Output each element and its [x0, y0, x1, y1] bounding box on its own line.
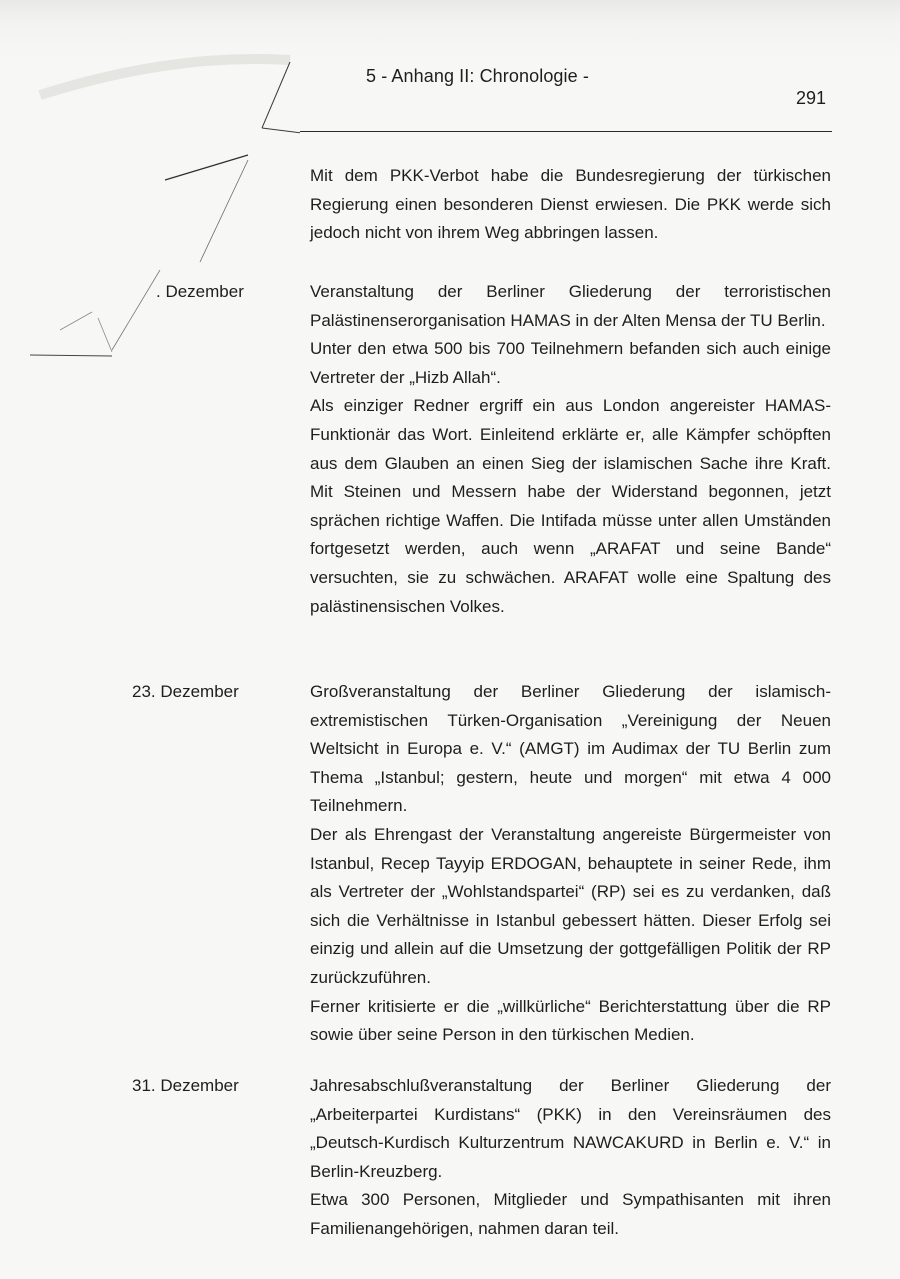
entry-date: 23. Dezember	[132, 682, 239, 701]
entry-body	[310, 1072, 831, 1244]
entry-paragraph: Mit dem PKK-Verbot habe die Bundesregierung der türkischen Regierung einen besonderen Dienst erwiesen. Die PKK werde sich jedoch nicht von ihrem Weg abbringen lassen.	[310, 166, 831, 243]
entry-paragraph: Veranstaltung der Berliner Gliederung der terroristischen Palästinenserorganisation HAMAS in der Alten Mensa der TU Berlin.	[310, 282, 831, 330]
entry-paragraph: Der als Ehrengast der Veranstaltung angereiste Bürgermeister von Istanbul, Recep Tayyip ERDOGAN, behauptete in seiner Rede, ihm als Vertreter der „Wohlstandspartei“ (RP) sei es zu verdanken, daß sich die Verhältnisse in Istanbul gebessert hätten. Dieser Erfolg sei einzig und allein auf die Umsetzung der gottgefälligen Politik der RP zurückzuführen.	[310, 824, 831, 987]
entry-paragraph: Jahresabschlußveranstaltung der Berliner Gliederung der „Arbeiterpartei Kurdistans“ (PKK) in den Vereinsräumen des „Deutsch-Kurdisch Kulturzentrum NAWCAKURD in Berlin e. V.“ in Berlin-Kreuzberg.	[310, 1076, 831, 1181]
entry-body	[310, 162, 831, 248]
entry-date: 31. Dezember	[132, 1076, 239, 1095]
entry-paragraph: Als einziger Redner ergriff ein aus London angereister HAMAS-Funktionär das Wort. Einleitend erklärte er, alle Kämpfer schöpften aus dem Glauben an einen Sieg der islamischen Sache ihre Kraft. Mit Steinen und Messern habe der Widerstand begonnen, jetzt sprächen richtige Waffen. Die Intifada müsse unter allen Umständen fortgesetzt werden, auch wenn „ARAFAT und seine Bande“ versuchten, sie zu schwächen. ARAFAT wolle eine Spaltung des palästinensischen Volkes.	[310, 396, 831, 616]
entry-paragraph: Großveranstaltung der Berliner Gliederung der islamisch-extremistischen Türken-Organisation „Vereinigung der Neuen Weltsicht in Europa e. V.“ (AMGT) im Audimax der TU Berlin zum Thema „Istanbul; gestern, heute und morgen“ mit etwa 4 000 Teilnehmern.	[310, 682, 831, 816]
entry-paragraph: Etwa 300 Personen, Mitglieder und Sympathisanten mit ihren Familienangehörigen, nahmen daran teil.	[310, 1190, 831, 1238]
entry-body	[310, 278, 831, 621]
paper-fold-marks	[0, 0, 300, 380]
page-number: 291	[796, 88, 827, 108]
entry-paragraph: Ferner kritisierte er die „willkürliche“ Berichterstattung über die RP sowie über seine Person in den türkischen Medien.	[310, 996, 831, 1045]
header-divider	[300, 131, 832, 132]
running-header-title: 5 - Anhang II: Chronologie -	[366, 66, 589, 86]
entry-paragraph: Unter den etwa 500 bis 700 Teilnehmern befanden sich auch einige Vertreter der „Hizb Allah“.	[310, 339, 831, 387]
entry-date: . Dezember	[156, 282, 244, 301]
entry-body	[310, 678, 831, 1050]
